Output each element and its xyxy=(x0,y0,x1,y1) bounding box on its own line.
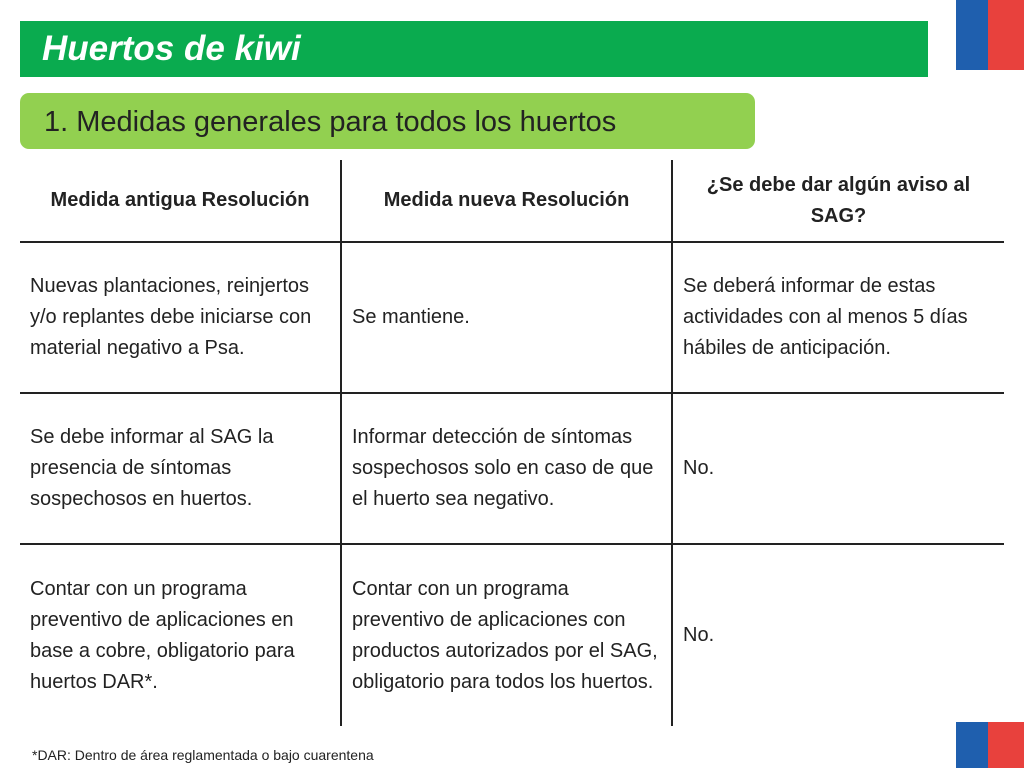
slide-title: Huertos de kiwi xyxy=(42,29,301,68)
flag-blue-stripe xyxy=(956,722,988,768)
section-bar xyxy=(20,93,755,149)
table-cell: Nuevas plantaciones, reinjertos y/o replantes debe iniciarse con material negativo a Psa. xyxy=(30,275,312,359)
table-cell: Contar con un programa preventivo de aplicaciones en base a cobre, obligatorio para huertos DAR*. xyxy=(30,577,295,693)
section-heading: 1. Medidas generales para todos los huertos xyxy=(44,106,617,138)
column-header-sag-notice: ¿Se debe dar algún aviso al SAG? xyxy=(706,173,971,227)
table-cell: Se debe informar al SAG la presencia de síntomas sospechosos en huertos. xyxy=(30,426,274,510)
column-header-old-measure: Medida antigua Resolución xyxy=(50,189,310,211)
table-cell: No. xyxy=(683,624,715,646)
table-cell: Se mantiene. xyxy=(352,306,470,328)
measures-table xyxy=(20,160,1004,726)
title-bar xyxy=(20,21,928,77)
table-cell: Se deberá informar de estas actividades con al menos 5 días hábiles de anticipación. xyxy=(683,275,968,359)
flag-blue-stripe xyxy=(956,0,988,70)
chile-flag-stripe-bottom xyxy=(956,722,1024,768)
chile-flag-stripe-top xyxy=(956,0,1024,70)
table-cell: No. xyxy=(683,457,715,479)
footnote: *DAR: Dentro de área reglamentada o bajo cuarentena xyxy=(32,747,374,763)
flag-red-stripe xyxy=(988,0,1024,70)
column-header-new-measure: Medida nueva Resolución xyxy=(383,189,630,211)
table-cell: Informar detección de síntomas sospechosos solo en caso de que el huerto sea negativo. xyxy=(352,426,654,510)
table-cell: Contar con un programa preventivo de aplicaciones con productos autorizados por el SAG, obligatorio para todos los huertos. xyxy=(352,577,658,693)
flag-red-stripe xyxy=(988,722,1024,768)
